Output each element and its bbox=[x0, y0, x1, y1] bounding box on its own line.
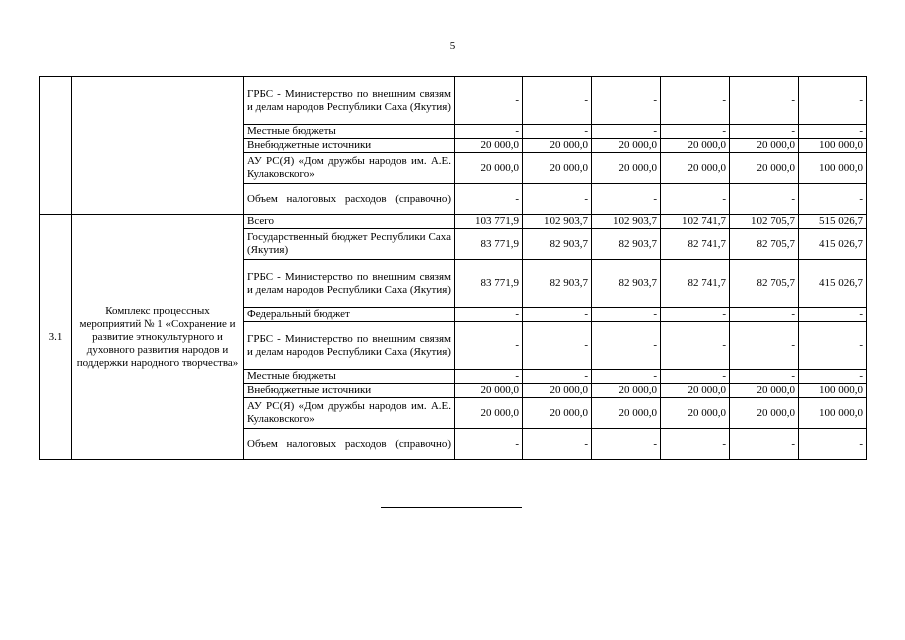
page-number: 5 bbox=[449, 40, 456, 52]
value-cell: - bbox=[661, 370, 730, 384]
continuation-number-cell bbox=[40, 77, 72, 215]
value-cell: 82 903,7 bbox=[523, 260, 592, 308]
value-cell: - bbox=[661, 184, 730, 215]
value-cell: - bbox=[592, 429, 661, 460]
value-cell: 20 000,0 bbox=[661, 384, 730, 398]
value-cell: - bbox=[661, 77, 730, 125]
value-cell: - bbox=[592, 308, 661, 322]
value-cell: 102 705,7 bbox=[730, 215, 799, 229]
funding-source-cell: АУ РС(Я) «Дом дружбы народов им. А.Е. Кулаковского» bbox=[244, 153, 455, 184]
funding-source-cell: Федеральный бюджет bbox=[244, 308, 455, 322]
value-cell: 83 771,9 bbox=[455, 229, 523, 260]
value-cell: 82 741,7 bbox=[661, 229, 730, 260]
value-cell: 20 000,0 bbox=[661, 398, 730, 429]
value-cell: - bbox=[730, 322, 799, 370]
value-cell: 20 000,0 bbox=[730, 153, 799, 184]
value-cell: 20 000,0 bbox=[592, 153, 661, 184]
continuation-name-cell bbox=[72, 77, 244, 215]
value-cell: 20 000,0 bbox=[730, 384, 799, 398]
value-cell: - bbox=[455, 308, 523, 322]
value-cell: 20 000,0 bbox=[592, 384, 661, 398]
value-cell: - bbox=[455, 370, 523, 384]
value-cell: - bbox=[730, 77, 799, 125]
value-cell: 20 000,0 bbox=[592, 398, 661, 429]
value-cell: 20 000,0 bbox=[455, 153, 523, 184]
table-row bbox=[40, 77, 867, 125]
funding-source-cell: ГРБС - Министерство по внешним связям и делам народов Республики Саха (Якутия) bbox=[244, 260, 455, 308]
table-row bbox=[40, 215, 867, 229]
value-cell: - bbox=[592, 370, 661, 384]
total-cell: 415 026,7 bbox=[799, 229, 867, 260]
value-cell: - bbox=[592, 184, 661, 215]
value-cell: 20 000,0 bbox=[592, 139, 661, 153]
value-cell: - bbox=[592, 77, 661, 125]
value-cell: - bbox=[661, 429, 730, 460]
total-cell: 100 000,0 bbox=[799, 153, 867, 184]
funding-source-cell: Объем налоговых расходов (справочно) bbox=[244, 184, 455, 215]
total-cell: 515 026,7 bbox=[799, 215, 867, 229]
value-cell: - bbox=[592, 322, 661, 370]
value-cell: 103 771,9 bbox=[455, 215, 523, 229]
value-cell: - bbox=[661, 308, 730, 322]
value-cell: 20 000,0 bbox=[523, 398, 592, 429]
value-cell: - bbox=[661, 322, 730, 370]
funding-source-cell: АУ РС(Я) «Дом дружбы народов им. А.Е. Кулаковского» bbox=[244, 398, 455, 429]
value-cell: 20 000,0 bbox=[455, 398, 523, 429]
value-cell: - bbox=[523, 370, 592, 384]
end-rule bbox=[381, 507, 522, 508]
value-cell: 102 903,7 bbox=[592, 215, 661, 229]
value-cell: - bbox=[455, 322, 523, 370]
value-cell: - bbox=[523, 322, 592, 370]
value-cell: - bbox=[523, 429, 592, 460]
value-cell: - bbox=[455, 125, 523, 139]
total-cell: 100 000,0 bbox=[799, 398, 867, 429]
value-cell: - bbox=[455, 77, 523, 125]
total-cell: - bbox=[799, 308, 867, 322]
value-cell: 20 000,0 bbox=[661, 153, 730, 184]
total-cell: 415 026,7 bbox=[799, 260, 867, 308]
value-cell: 20 000,0 bbox=[523, 384, 592, 398]
value-cell: - bbox=[455, 184, 523, 215]
value-cell: - bbox=[592, 125, 661, 139]
value-cell: 20 000,0 bbox=[523, 153, 592, 184]
funding-source-cell: Внебюджетные источники bbox=[244, 384, 455, 398]
total-cell: - bbox=[799, 322, 867, 370]
value-cell: - bbox=[455, 429, 523, 460]
funding-source-cell: Местные бюджеты bbox=[244, 125, 455, 139]
funding-source-cell: Всего bbox=[244, 215, 455, 229]
value-cell: - bbox=[523, 308, 592, 322]
total-cell: - bbox=[799, 429, 867, 460]
value-cell: - bbox=[730, 125, 799, 139]
value-cell: 20 000,0 bbox=[730, 139, 799, 153]
value-cell: 20 000,0 bbox=[455, 139, 523, 153]
total-cell: - bbox=[799, 125, 867, 139]
value-cell: 82 903,7 bbox=[592, 260, 661, 308]
value-cell: 83 771,9 bbox=[455, 260, 523, 308]
value-cell: 20 000,0 bbox=[523, 139, 592, 153]
total-cell: - bbox=[799, 370, 867, 384]
value-cell: - bbox=[661, 125, 730, 139]
value-cell: 102 903,7 bbox=[523, 215, 592, 229]
value-cell: 82 705,7 bbox=[730, 260, 799, 308]
value-cell: 82 903,7 bbox=[523, 229, 592, 260]
value-cell: 82 741,7 bbox=[661, 260, 730, 308]
value-cell: - bbox=[730, 429, 799, 460]
total-cell: - bbox=[799, 77, 867, 125]
value-cell: 20 000,0 bbox=[730, 398, 799, 429]
value-cell: 20 000,0 bbox=[455, 384, 523, 398]
value-cell: - bbox=[523, 125, 592, 139]
value-cell: - bbox=[730, 308, 799, 322]
section-number-cell: 3.1 bbox=[40, 215, 72, 460]
funding-source-cell: Государственный бюджет Республики Саха (Якутия) bbox=[244, 229, 455, 260]
total-cell: - bbox=[799, 184, 867, 215]
funding-source-cell: Местные бюджеты bbox=[244, 370, 455, 384]
value-cell: - bbox=[523, 77, 592, 125]
value-cell: - bbox=[730, 184, 799, 215]
value-cell: - bbox=[730, 370, 799, 384]
value-cell: 20 000,0 bbox=[661, 139, 730, 153]
total-cell: 100 000,0 bbox=[799, 139, 867, 153]
funding-source-cell: Внебюджетные источники bbox=[244, 139, 455, 153]
funding-source-cell: Объем налоговых расходов (справочно) bbox=[244, 429, 455, 460]
value-cell: 82 705,7 bbox=[730, 229, 799, 260]
total-cell: 100 000,0 bbox=[799, 384, 867, 398]
value-cell: 82 903,7 bbox=[592, 229, 661, 260]
value-cell: - bbox=[523, 184, 592, 215]
funding-source-cell: ГРБС - Министерство по внешним связям и делам народов Республики Саха (Якутия) bbox=[244, 77, 455, 125]
budget-table bbox=[39, 76, 867, 460]
value-cell: 102 741,7 bbox=[661, 215, 730, 229]
section-name-cell: Комплекс процессных мероприятий № 1 «Сохранение и развитие этнокультурного и духовного развития народов и поддержки народного творчества» bbox=[72, 215, 244, 460]
funding-source-cell: ГРБС - Министерство по внешним связям и делам народов Республики Саха (Якутия) bbox=[244, 322, 455, 370]
